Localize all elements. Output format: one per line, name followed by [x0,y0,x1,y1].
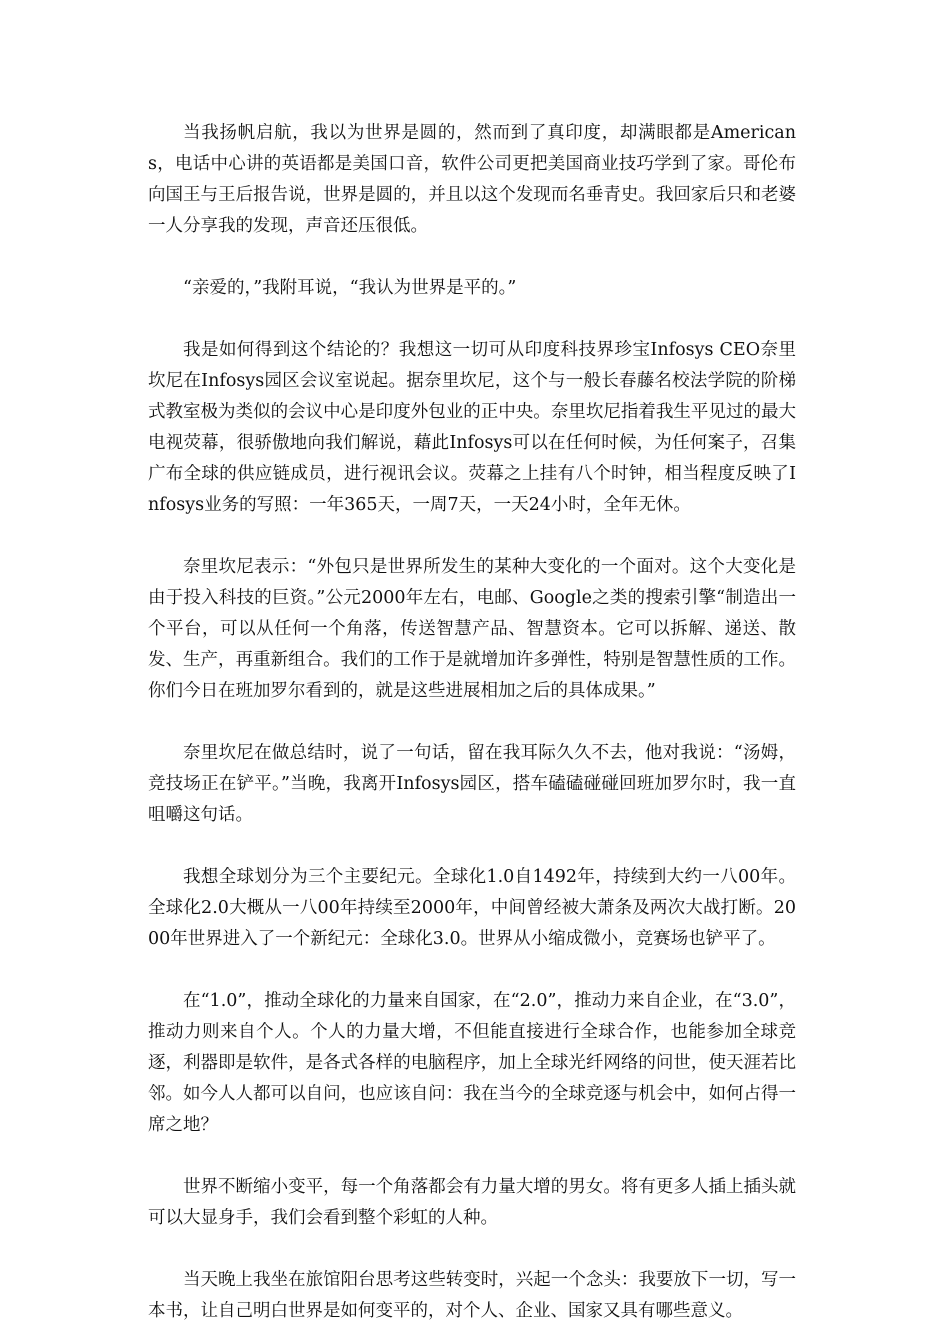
document-page [148,118,796,1327]
paragraph-6: 我想全球划分为三个主要纪元。全球化1.0自1492年，持续到大约一八00年。全球化2.0大概从一八00年持续至2000年，中间曾经被大萧条及两次大战打断。2000年世界进入了一个新纪元：全球化3.0。世界从小缩成微小，竞赛场也铲平了。 [148,867,796,949]
paragraph-1: 当我扬帆启航，我以为世界是圆的，然而到了真印度，却满眼都是Americans，电话中心讲的英语都是美国口音，软件公司更把美国商业技巧学到了家。哥伦布向国王与王后报告说，世界是圆的，并且以这个发现而名垂青史。我回家后只和老婆一人分享我的发现，声音还压很低。 [148,123,796,236]
paragraph-7: 在“1.0”，推动全球化的力量来自国家，在“2.0”，推动力来自企业，在“3.0”，推动力则来自个人。个人的力量大增，不但能直接进行全球合作，也能参加全球竞逐，利器即是软件，是各式各样的电脑程序，加上全球光纤网络的问世，使天涯若比邻。如今人人都可以自问，也应该自问：我在当今的全球竞逐与机会中，如何占得一席之地？ [148,991,796,1135]
paragraph-4: 奈里坎尼表示：“外包只是世界所发生的某种大变化的一个面对。这个大变化是由于投入科技的巨资。”公元2000年左右，电邮、Google之类的搜索引擎“制造出一个平台，可以从任何一个角落，传送智慧产品、智慧资本。它可以拆解、递送、散发、生产，再重新组合。我们的工作于是就增加许多弹性，特别是智慧性质的工作。你们今日在班加罗尔看到的，就是这些进展相加之后的具体成果。” [148,557,796,701]
paragraph-3: 我是如何得到这个结论的？我想这一切可从印度科技界珍宝Infosys CEO奈里坎尼在Infosys园区会议室说起。据奈里坎尼，这个与一般长春藤名校法学院的阶梯式教室极为类似的会议中心是印度外包业的正中央。奈里坎尼指着我生平见过的最大电视荧幕，很骄傲地向我们解说，藉此Infosys可以在任何时候，为任何案子，召集广布全球的供应链成员，进行视讯会议。荧幕之上挂有八个时钟，相当程度反映了Infosys业务的写照：一年365天，一周7天，一天24小时，全年无休。 [148,340,796,515]
paragraph-9: 当天晚上我坐在旅馆阳台思考这些转变时，兴起一个念头：我要放下一切，写一本书，让自己明白世界是如何变平的，对个人、企业、国家又具有哪些意义。 [148,1270,796,1321]
paragraph-2: “亲爱的，”我附耳说，“我认为世界是平的。” [183,278,517,298]
paragraph-5: 奈里坎尼在做总结时，说了一句话，留在我耳际久久不去，他对我说：“汤姆，竞技场正在铲平。”当晚，我离开Infosys园区，搭车磕磕碰碰回班加罗尔时，我一直咀嚼这句话。 [148,743,796,825]
paragraph-8: 世界不断缩小变平，每一个角落都会有力量大增的男女。将有更多人插上插头就可以大显身手，我们会看到整个彩虹的人种。 [148,1177,796,1228]
